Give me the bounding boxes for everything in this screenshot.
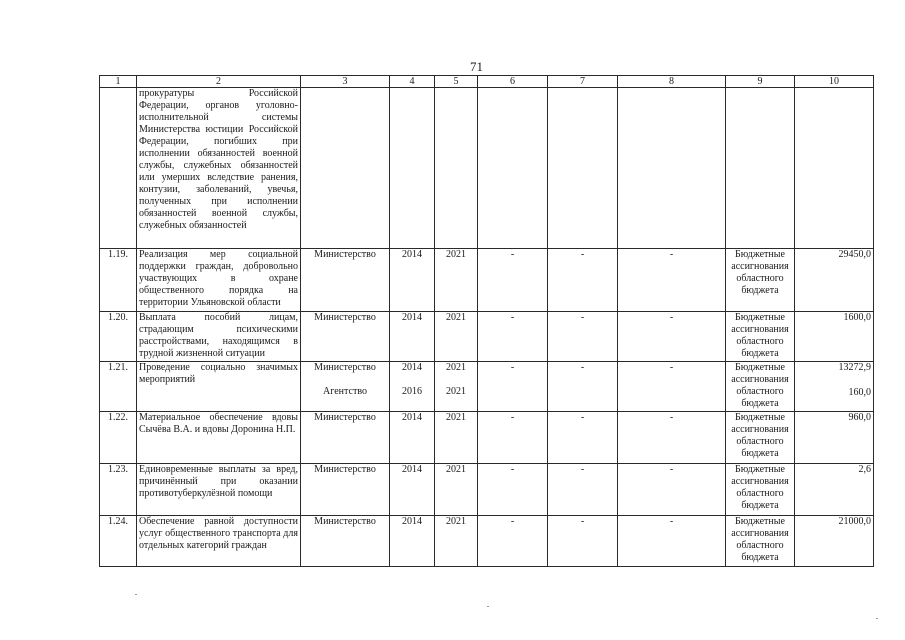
funding-amount-cell [795, 362, 874, 412]
funding-amount [795, 88, 874, 249]
column-7-value: - [548, 412, 618, 464]
row-number: 1.21. [100, 362, 137, 412]
column-8-value [618, 88, 726, 249]
column-7-value [548, 88, 618, 249]
column-8-value: - [618, 412, 726, 464]
executor: Министерство [301, 412, 390, 464]
row-number [100, 88, 137, 249]
column-header: 5 [435, 76, 478, 88]
end-year: 2021 [435, 464, 478, 516]
table-row [100, 516, 874, 567]
start-year-cell [390, 362, 435, 412]
start-year: 2014 [390, 312, 435, 362]
measure-name: Материальное обеспечение вдовы Сычёва В.А. и вдовы Доронина Н.П. [137, 412, 301, 464]
column-7-value: - [548, 362, 618, 412]
column-8-value: - [618, 516, 726, 567]
start-year-secondary: 2016 [402, 386, 422, 397]
funding-source: Бюджетные ассигнования областного бюджета [726, 464, 795, 516]
end-year-cell [435, 362, 478, 412]
column-8-value: - [618, 249, 726, 312]
column-7-value: - [548, 464, 618, 516]
end-year: 2021 [446, 362, 466, 373]
scan-speck [487, 606, 489, 607]
funding-amount-secondary: 160,0 [848, 387, 871, 398]
column-header: 1 [100, 76, 137, 88]
measure-name: Обеспечение равной доступности услуг общественного транспорта для отдельных категорий граждан [137, 516, 301, 567]
measure-name: прокуратуры Российской Федерации, органов уголовно-исполнительной системы Министерства юстиции Российской Федерации, погибших при исполнении обязанностей военной службы, служебных обязанностей или умерших вследствие ранения, контузии, заболеваний, увечья, полученных при исполнении обязанностей военной службы, служебных обязанностей [137, 88, 301, 249]
executor: Министерство [301, 464, 390, 516]
column-header: 8 [618, 76, 726, 88]
funding-amount: 1600,0 [795, 312, 874, 362]
column-header: 7 [548, 76, 618, 88]
end-year: 2021 [435, 312, 478, 362]
funding-amount: 960,0 [795, 412, 874, 464]
funding-amount: 29450,0 [795, 249, 874, 312]
executor: Министерство [314, 362, 376, 373]
column-8-value: - [618, 464, 726, 516]
program-table [99, 75, 874, 567]
start-year: 2014 [390, 412, 435, 464]
table-row [100, 88, 874, 249]
row-number: 1.20. [100, 312, 137, 362]
scan-speck [876, 618, 878, 619]
table-row [100, 249, 874, 312]
column-8-value: - [618, 362, 726, 412]
column-header: 6 [478, 76, 548, 88]
funding-amount: 2,6 [795, 464, 874, 516]
table-row [100, 464, 874, 516]
column-6-value [478, 88, 548, 249]
funding-amount: 21000,0 [795, 516, 874, 567]
column-6-value: - [478, 412, 548, 464]
column-8-value: - [618, 312, 726, 362]
column-6-value: - [478, 464, 548, 516]
measure-name: Выплата пособий лицам, страдающим психическими расстройствами, находящимся в трудной жизненной ситуации [137, 312, 301, 362]
column-6-value: - [478, 516, 548, 567]
start-year: 2014 [390, 464, 435, 516]
start-year: 2014 [390, 516, 435, 567]
executor-cell [301, 362, 390, 412]
column-header: 10 [795, 76, 874, 88]
column-6-value: - [478, 362, 548, 412]
end-year: 2021 [435, 249, 478, 312]
column-6-value: - [478, 249, 548, 312]
column-number-row [100, 76, 874, 88]
start-year: 2014 [390, 249, 435, 312]
table-row [100, 412, 874, 464]
measure-name: Реализация мер социальной поддержки граждан, добровольно участвующих в охране общественного порядка на территории Ульяновской области [137, 249, 301, 312]
funding-source: Бюджетные ассигнования областного бюджета [726, 312, 795, 362]
column-7-value: - [548, 249, 618, 312]
start-year [390, 88, 435, 249]
column-header: 9 [726, 76, 795, 88]
page-number: 71 [470, 59, 483, 74]
column-7-value: - [548, 312, 618, 362]
table-row [100, 312, 874, 362]
column-header: 4 [390, 76, 435, 88]
start-year: 2014 [402, 362, 422, 373]
scan-speck [135, 594, 137, 595]
funding-amount: 13272,9 [838, 362, 871, 373]
column-header: 3 [301, 76, 390, 88]
funding-source: Бюджетные ассигнования областного бюджета [726, 249, 795, 312]
row-number: 1.19. [100, 249, 137, 312]
row-number: 1.22. [100, 412, 137, 464]
measure-name: Единовременные выплаты за вред, причинённый при оказании противотуберкулёзной помощи [137, 464, 301, 516]
funding-source: Бюджетные ассигнования областного бюджета [726, 412, 795, 464]
funding-source [726, 88, 795, 249]
executor [301, 88, 390, 249]
end-year: 2021 [435, 412, 478, 464]
end-year [435, 88, 478, 249]
end-year-secondary: 2021 [446, 386, 466, 397]
end-year: 2021 [435, 516, 478, 567]
row-number: 1.23. [100, 464, 137, 516]
executor: Министерство [301, 312, 390, 362]
column-6-value: - [478, 312, 548, 362]
column-header: 2 [137, 76, 301, 88]
measure-name: Проведение социально значимых мероприятий [137, 362, 301, 412]
row-number: 1.24. [100, 516, 137, 567]
column-7-value: - [548, 516, 618, 567]
funding-source: Бюджетные ассигнования областного бюджета [726, 362, 795, 412]
executor: Министерство [301, 249, 390, 312]
table-row [100, 362, 874, 412]
funding-source: Бюджетные ассигнования областного бюджета [726, 516, 795, 567]
executor-secondary: Агентство [323, 386, 367, 397]
executor: Министерство [301, 516, 390, 567]
